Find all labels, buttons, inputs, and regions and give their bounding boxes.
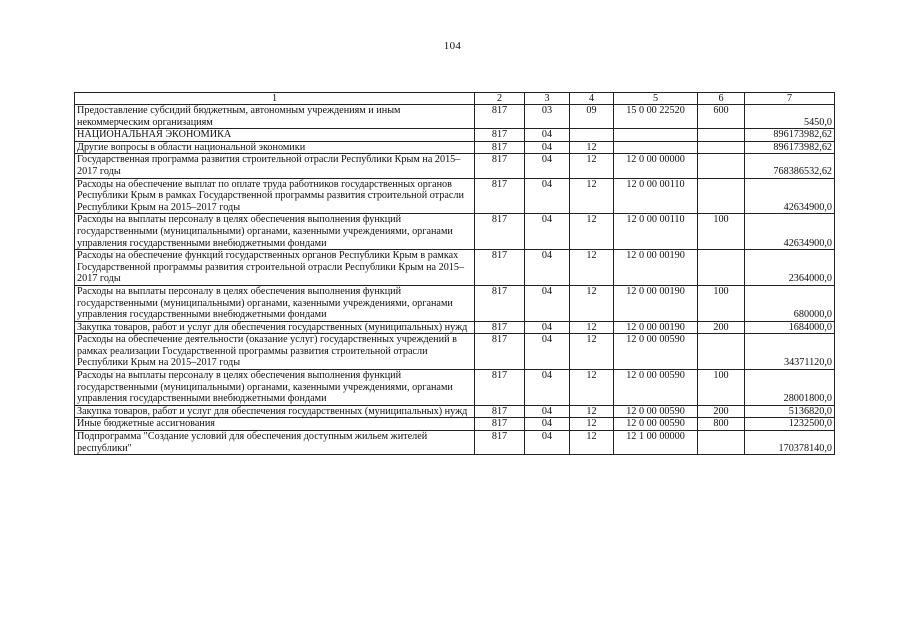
table-row (75, 141, 835, 154)
table-row (75, 370, 835, 406)
row-target-article (614, 129, 698, 142)
row-admin-code: 817 (475, 141, 525, 154)
column-header: 4 (570, 93, 614, 105)
row-amount: 896173982,62 (745, 141, 835, 154)
row-section: 04 (525, 431, 570, 455)
row-name: Расходы на выплаты персоналу в целях обеспечения выполнения функций государственными (муниципальными) органами, казенными учреждениями, органами управления государственными внебюджетными фондами (75, 285, 475, 321)
column-header: 6 (698, 93, 745, 105)
row-admin-code: 817 (475, 334, 525, 370)
row-target-article (614, 141, 698, 154)
row-amount: 42634900,0 (745, 178, 835, 214)
row-target-article: 12 0 00 00190 (614, 321, 698, 334)
row-section: 04 (525, 405, 570, 418)
row-name: Иные бюджетные ассигнования (75, 418, 475, 431)
row-admin-code: 817 (475, 370, 525, 406)
row-name: Расходы на обеспечение функций государственных органов Республики Крым в рамках Государственной программы развития строительной отрасли Республики Крым на 2015–2017 годы (75, 250, 475, 286)
row-target-article: 12 0 00 00000 (614, 154, 698, 178)
row-subsection: 12 (570, 214, 614, 250)
row-expense-type: 200 (698, 405, 745, 418)
column-header: 1 (75, 93, 475, 105)
row-expense-type (698, 250, 745, 286)
row-subsection: 12 (570, 250, 614, 286)
row-name: Расходы на обеспечение выплат по оплате труда работников государственных органов Республики Крым в рамках Государственной программы развития строительной отрасли Республики Крым на 2015–2017 годы (75, 178, 475, 214)
row-name: Расходы на выплаты персоналу в целях обеспечения выполнения функций государственными (муниципальными) органами, казенными учреждениями, органами управления государственными внебюджетными фондами (75, 370, 475, 406)
row-expense-type: 100 (698, 370, 745, 406)
table-row (75, 431, 835, 455)
row-section: 04 (525, 334, 570, 370)
row-target-article: 12 0 00 00190 (614, 250, 698, 286)
header-row (75, 93, 835, 105)
row-amount: 5136820,0 (745, 405, 835, 418)
row-expense-type (698, 129, 745, 142)
table-row (75, 178, 835, 214)
row-admin-code: 817 (475, 105, 525, 129)
row-subsection: 12 (570, 178, 614, 214)
row-expense-type (698, 154, 745, 178)
row-subsection: 12 (570, 334, 614, 370)
row-expense-type (698, 431, 745, 455)
row-target-article: 12 0 00 00110 (614, 178, 698, 214)
row-expense-type (698, 178, 745, 214)
row-section: 04 (525, 250, 570, 286)
table-row (75, 154, 835, 178)
row-name: НАЦИОНАЛЬНАЯ ЭКОНОМИКА (75, 129, 475, 142)
row-admin-code: 817 (475, 129, 525, 142)
row-target-article: 12 0 00 00110 (614, 214, 698, 250)
row-expense-type (698, 334, 745, 370)
row-admin-code: 817 (475, 178, 525, 214)
row-admin-code: 817 (475, 321, 525, 334)
row-subsection: 12 (570, 321, 614, 334)
column-header: 7 (745, 93, 835, 105)
table-row (75, 214, 835, 250)
row-target-article: 12 0 00 00590 (614, 334, 698, 370)
table-body (75, 105, 835, 455)
row-section: 04 (525, 178, 570, 214)
row-name: Предоставление субсидий бюджетным, автономным учреждениям и иным некоммерческим организациям (75, 105, 475, 129)
row-admin-code: 817 (475, 250, 525, 286)
row-section: 04 (525, 154, 570, 178)
row-name: Расходы на обеспечение деятельности (оказание услуг) государственных учреждений в рамках реализации Государственной программы развития строительной отрасли Республики Крым на 2015–2017 годы (75, 334, 475, 370)
row-subsection (570, 129, 614, 142)
row-subsection: 12 (570, 431, 614, 455)
row-expense-type: 800 (698, 418, 745, 431)
row-section: 04 (525, 370, 570, 406)
row-amount: 680000,0 (745, 285, 835, 321)
table-row (75, 250, 835, 286)
row-expense-type: 600 (698, 105, 745, 129)
row-target-article: 15 0 00 22520 (614, 105, 698, 129)
row-name: Другие вопросы в области национальной экономики (75, 141, 475, 154)
table-row (75, 129, 835, 142)
row-amount: 170378140,0 (745, 431, 835, 455)
row-expense-type (698, 141, 745, 154)
row-name: Закупка товаров, работ и услуг для обеспечения государственных (муниципальных) нужд (75, 405, 475, 418)
row-section: 04 (525, 285, 570, 321)
row-section: 04 (525, 418, 570, 431)
row-amount: 1232500,0 (745, 418, 835, 431)
row-amount: 5450,0 (745, 105, 835, 129)
column-header: 5 (614, 93, 698, 105)
row-subsection: 12 (570, 154, 614, 178)
row-section: 04 (525, 321, 570, 334)
row-amount: 34371120,0 (745, 334, 835, 370)
row-subsection: 12 (570, 141, 614, 154)
row-amount: 42634900,0 (745, 214, 835, 250)
row-subsection: 12 (570, 405, 614, 418)
row-amount: 768386532,62 (745, 154, 835, 178)
row-target-article: 12 0 00 00590 (614, 418, 698, 431)
row-section: 04 (525, 141, 570, 154)
row-admin-code: 817 (475, 285, 525, 321)
row-target-article: 12 0 00 00590 (614, 405, 698, 418)
row-target-article: 12 1 00 00000 (614, 431, 698, 455)
row-admin-code: 817 (475, 431, 525, 455)
table-row (75, 405, 835, 418)
row-admin-code: 817 (475, 405, 525, 418)
row-name: Закупка товаров, работ и услуг для обеспечения государственных (муниципальных) нужд (75, 321, 475, 334)
row-target-article: 12 0 00 00190 (614, 285, 698, 321)
budget-table (74, 92, 835, 455)
row-admin-code: 817 (475, 214, 525, 250)
row-section: 03 (525, 105, 570, 129)
row-name: Расходы на выплаты персоналу в целях обеспечения выполнения функций государственными (муниципальными) органами, казенными учреждениями, органами управления государственными внебюджетными фондами (75, 214, 475, 250)
table-row (75, 105, 835, 129)
table-row (75, 334, 835, 370)
row-amount: 896173982,62 (745, 129, 835, 142)
row-target-article: 12 0 00 00590 (614, 370, 698, 406)
column-header: 2 (475, 93, 525, 105)
row-expense-type: 100 (698, 285, 745, 321)
row-amount: 2364000,0 (745, 250, 835, 286)
column-header: 3 (525, 93, 570, 105)
row-name: Подпрограмма "Создание условий для обеспечения доступным жильем жителей республики" (75, 431, 475, 455)
row-expense-type: 100 (698, 214, 745, 250)
row-section: 04 (525, 214, 570, 250)
table-row (75, 285, 835, 321)
table-row (75, 418, 835, 431)
table-row (75, 321, 835, 334)
row-expense-type: 200 (698, 321, 745, 334)
page-number: 104 (443, 40, 462, 52)
row-subsection: 12 (570, 370, 614, 406)
row-subsection: 12 (570, 418, 614, 431)
row-subsection: 09 (570, 105, 614, 129)
row-subsection: 12 (570, 285, 614, 321)
row-amount: 1684000,0 (745, 321, 835, 334)
row-admin-code: 817 (475, 154, 525, 178)
row-name: Государственная программа развития строительной отрасли Республики Крым на 2015–2017 годы (75, 154, 475, 178)
row-amount: 28001800,0 (745, 370, 835, 406)
row-admin-code: 817 (475, 418, 525, 431)
row-section: 04 (525, 129, 570, 142)
